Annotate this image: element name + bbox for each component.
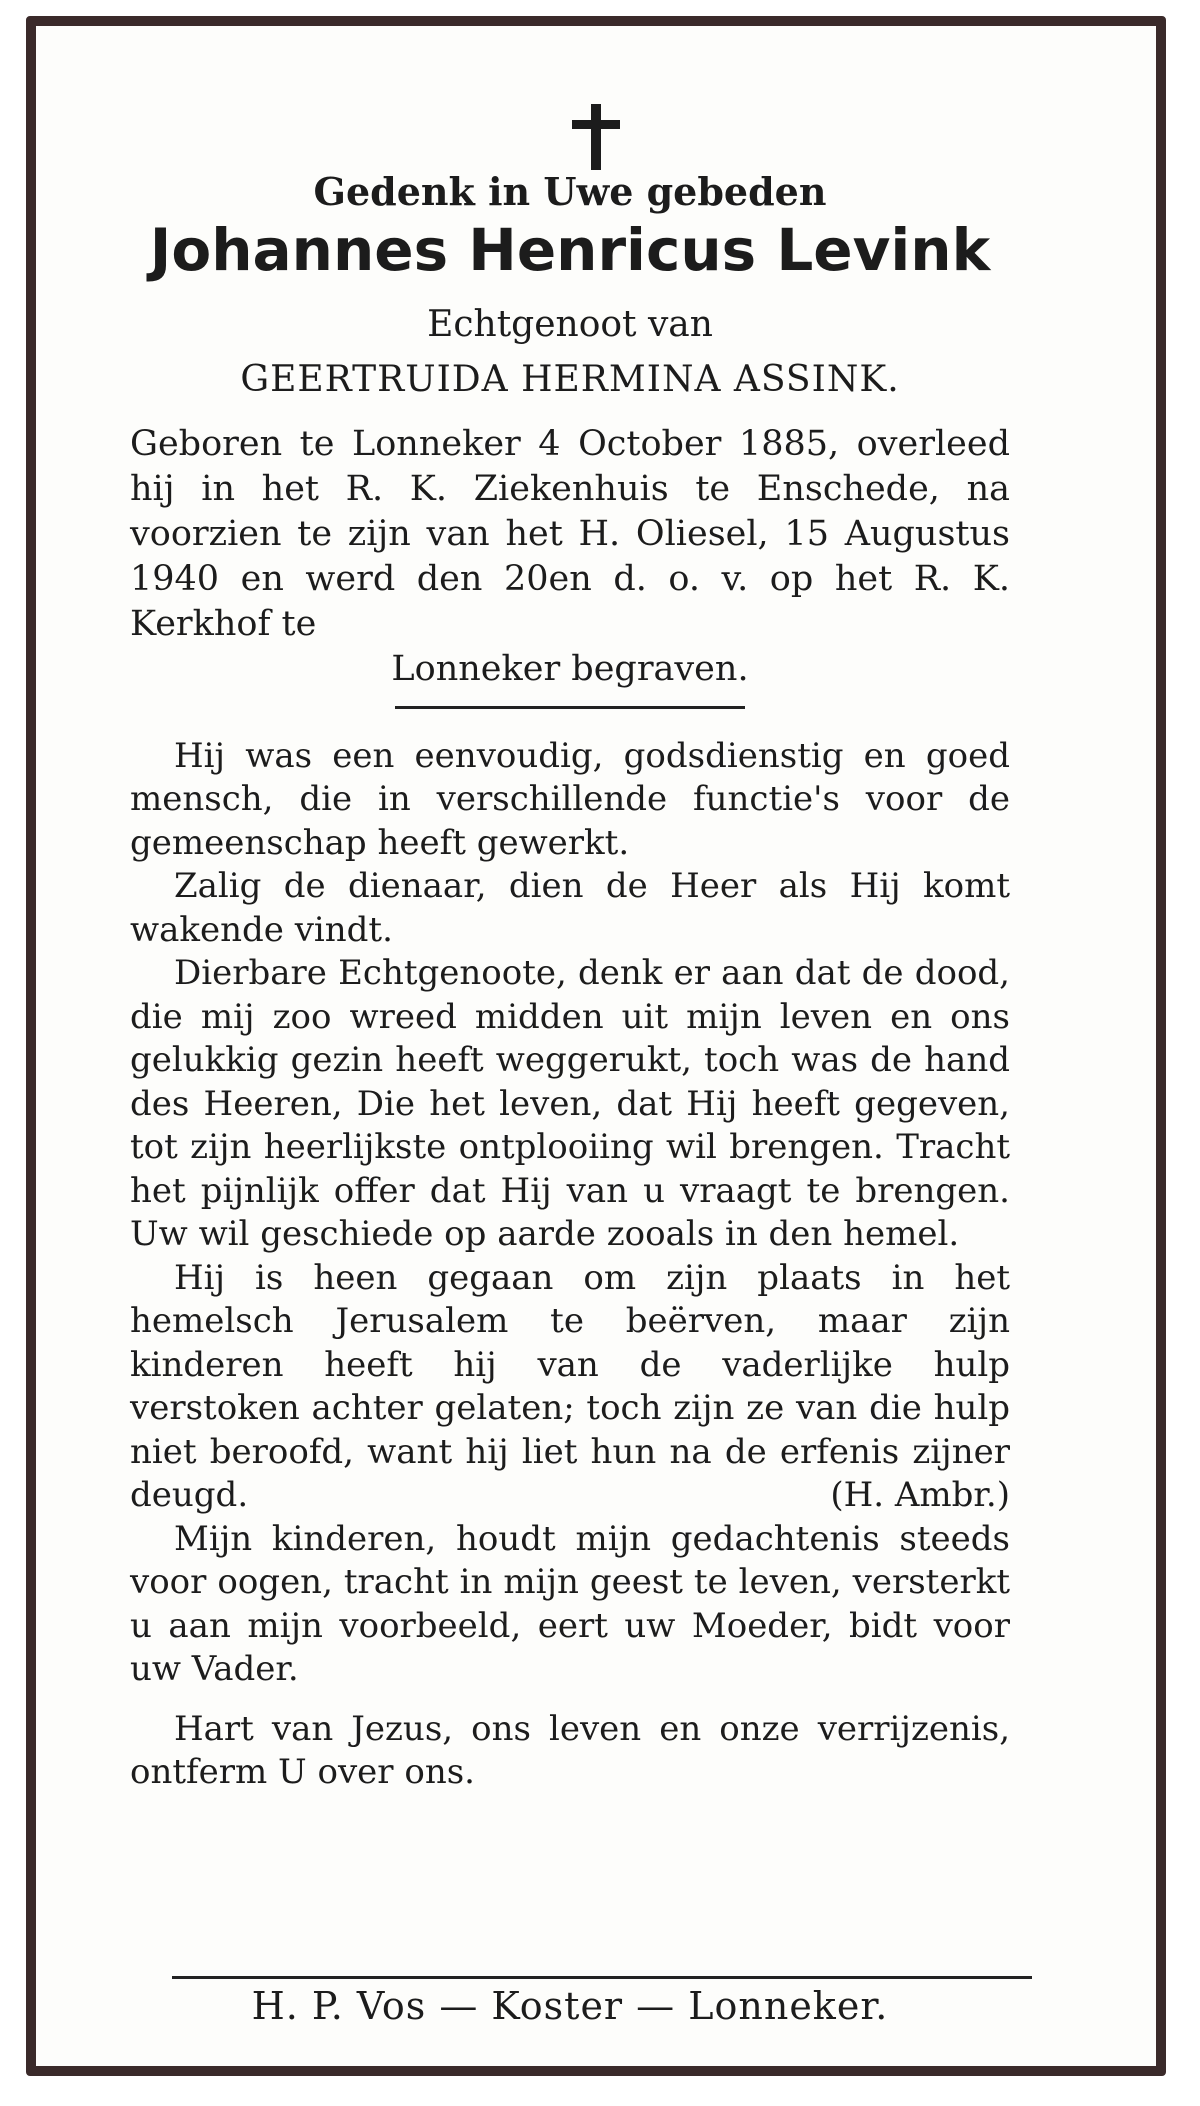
closing-prayer: Hart van Jezus, ons leven en onze verrijzenis, ontferm U over ons. [130,1708,1010,1793]
paragraph: Mijn kinderen, houdt mijn gedachtenis steeds voor oogen, tracht in mijn geest te leven, versterkt u aan mijn voorbeeld, eert uw Moeder, bidt voor uw Vader. [130,1518,1010,1690]
spouse-name: GEERTRUIDA HERMINA ASSINK. [240,359,900,401]
paragraph-with-source [130,1257,1010,1518]
paragraph: Hij was een eenvoudig, godsdienstig en goed mensch, die in verschillende functie's voor de gemeenschap heeft gewerkt. [130,735,1010,863]
memorial-text [130,735,1010,1795]
spouse-label: Echtgenoot van [427,304,713,346]
paragraph: Dierbare Echtgenoote, denk er aan dat de dood, die mij zoo wreed midden uit mijn leven en ons gelukkig gezin heeft weggerukt, toch was de hand des Heeren, Die het leven, dat Hij heeft gegeven, tot zijn heerlijkste ontplooiing wil brengen. Tracht het pijnlijk offer dat Hij van u vraagt te brengen. Uw wil geschiede op aarde zooals in den hemel. [130,953,1010,1255]
printer-credit: H. P. Vos — Koster — Lonneker. [251,1984,889,2028]
paragraph: Zalig de dienaar, dien de Heer als Hij komt wakende vindt. [130,866,1010,950]
quote-source: (H. Ambr.) [830,1475,1010,1516]
card-content [130,170,1010,1795]
divider [395,706,745,709]
deceased-name: Johannes Henricus Levink [149,215,991,284]
footer-divider [172,1976,1032,1979]
biography: Geboren te Lonneker 4 October 1885, overleed hij in het R. K. Ziekenhuis te Enschede, na voorzien te zijn van het H. Oliesel, 15 Augustus 1940 en werd den 20en d. o. v. op het R. K. Kerkhof te [130,423,1010,644]
paragraph: Hij is heen gegaan om zijn plaats in het hemelsch Jerusalem te beërven, maar zijn kinderen heeft hij van de vaderlijke hulp verstoken achter gelaten; toch zijn ze van die hulp niet beroofd, want hij liet hun na de erfenis zijner deugd. [130,1257,1010,1516]
biography-last-line: Lonneker begraven. [391,648,749,689]
prayer-heading: Gedenk in Uwe gebeden [313,169,827,214]
